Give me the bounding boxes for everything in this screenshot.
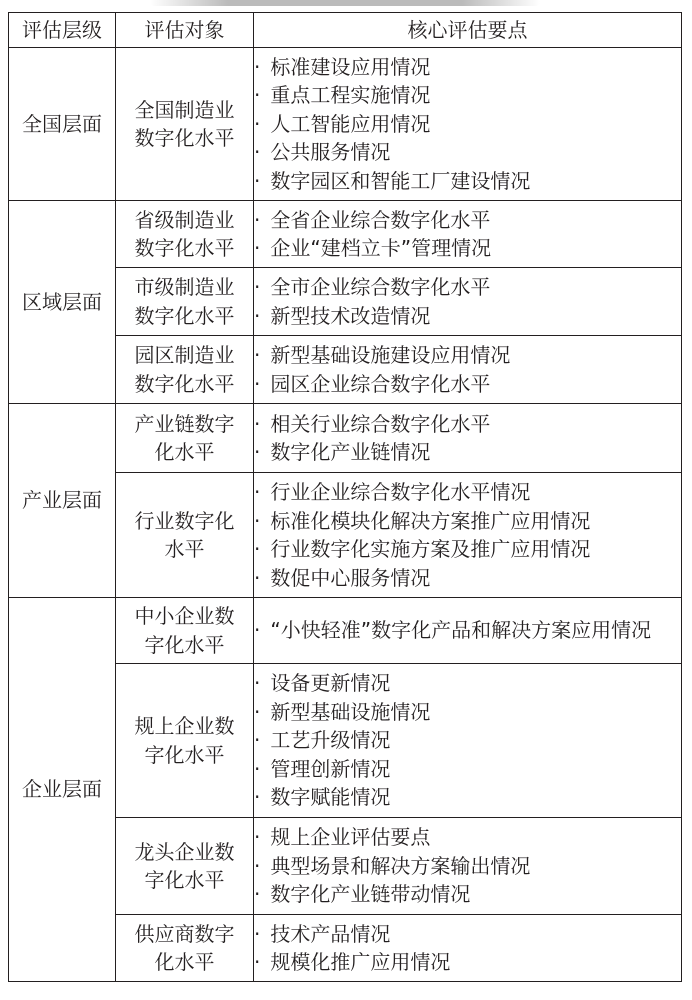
- points-cell: [254, 336, 682, 404]
- object-text-line: 龙头企业数: [134, 839, 235, 864]
- evaluation-point: [254, 138, 681, 167]
- bullet-marker: ·: [254, 303, 261, 328]
- evaluation-point-text: 设备更新情况: [270, 671, 391, 696]
- table-header-row: [9, 13, 682, 48]
- evaluation-point: [254, 948, 681, 977]
- bullet-marker: ·: [254, 54, 261, 79]
- evaluation-point-text: 数促中心服务情况: [270, 565, 431, 590]
- evaluation-point-text: 数字化产业链情况: [270, 440, 431, 464]
- evaluation-point-text: 新型基础设施建设应用情况: [270, 343, 511, 367]
- evaluation-point-text: 技术产品情况: [270, 921, 391, 946]
- evaluation-point: [254, 880, 681, 909]
- object-text-line: 园区制造业: [134, 343, 235, 367]
- evaluation-point-text: 公共服务情况: [270, 140, 391, 165]
- points-cell: [254, 598, 682, 664]
- evaluation-point: [254, 438, 681, 467]
- evaluation-point: [254, 726, 681, 755]
- bullet-marker: ·: [254, 275, 261, 299]
- evaluation-point: [254, 167, 681, 196]
- bullet-marker: ·: [254, 168, 261, 193]
- evaluation-point-text: 标准化模块化解决方案推广应用情况: [270, 508, 591, 533]
- evaluation-point: [254, 616, 681, 645]
- evaluation-point: [254, 698, 681, 727]
- evaluation-point-text: 全省企业综合数字化水平: [270, 207, 491, 232]
- evaluation-point-text: 标准建设应用情况: [270, 54, 431, 79]
- caption-ink-fragment: [150, 0, 540, 6]
- bullet-marker: ·: [254, 853, 261, 878]
- header-points: 核心评估要点: [254, 13, 682, 48]
- object-cell: [116, 48, 254, 201]
- level-cell: 产业层面: [9, 404, 116, 598]
- bullet-marker: ·: [254, 207, 261, 232]
- bullet-marker: ·: [254, 411, 261, 436]
- evaluation-point-text: 典型场景和解决方案输出情况: [270, 853, 531, 878]
- object-text-line: 行业数字化: [134, 508, 235, 533]
- bullet-marker: ·: [254, 480, 261, 504]
- evaluation-point: [254, 852, 681, 881]
- level-cell: 全国层面: [9, 48, 116, 201]
- evaluation-point-text: 人工智能应用情况: [270, 111, 431, 136]
- bullet-marker: ·: [254, 825, 261, 850]
- object-cell: [116, 336, 254, 404]
- bullet-marker: ·: [254, 537, 261, 561]
- evaluation-point: [254, 370, 681, 399]
- table-row: [9, 48, 682, 201]
- object-cell: [116, 473, 254, 598]
- evaluation-point-text: 新型技术改造情况: [270, 303, 431, 328]
- bullet-marker: ·: [254, 371, 261, 396]
- bullet-marker: ·: [254, 699, 261, 724]
- evaluation-point: [254, 564, 681, 593]
- bullet-marker: ·: [254, 343, 261, 367]
- object-text-line: 数字化水平: [134, 236, 235, 260]
- points-cell: [254, 473, 682, 598]
- evaluation-point-text: 相关行业综合数字化水平: [270, 411, 491, 436]
- evaluation-point-text: 行业企业综合数字化水平情况: [270, 480, 531, 504]
- evaluation-table: [8, 12, 682, 982]
- bullet-marker: ·: [254, 671, 261, 696]
- object-text-line: 水平: [164, 537, 205, 561]
- points-cell: [254, 404, 682, 473]
- points-cell: [254, 201, 682, 268]
- evaluation-point: [254, 669, 681, 698]
- table-row: [9, 598, 682, 664]
- bullet-marker: ·: [254, 236, 261, 260]
- evaluation-point: [254, 234, 681, 263]
- object-text-line: 化水平: [154, 950, 215, 974]
- evaluation-point: [254, 410, 681, 439]
- bullet-marker: ·: [254, 921, 261, 946]
- bullet-marker: ·: [254, 140, 261, 165]
- evaluation-point: [254, 920, 681, 949]
- table-row: [9, 201, 682, 268]
- evaluation-point: [254, 478, 681, 507]
- level-cell: 区域层面: [9, 201, 116, 404]
- level-cell: 企业层面: [9, 598, 116, 982]
- evaluation-point: [254, 206, 681, 235]
- bullet-marker: ·: [254, 785, 261, 810]
- object-cell: [116, 664, 254, 818]
- object-text-line: 省级制造业: [134, 207, 235, 232]
- object-text-line: 全国制造业: [134, 97, 235, 122]
- evaluation-point-text: 数字化产业链带动情况: [270, 882, 471, 907]
- evaluation-point: [254, 53, 681, 82]
- object-cell: [116, 268, 254, 336]
- object-text-line: 数字化水平: [134, 126, 235, 150]
- bullet-marker: ·: [254, 618, 261, 643]
- points-cell: [254, 268, 682, 336]
- table-row: [9, 404, 682, 473]
- evaluation-point: [254, 507, 681, 536]
- points-cell: [254, 915, 682, 982]
- bullet-marker: ·: [254, 565, 261, 590]
- object-text-line: 供应商数字: [134, 921, 235, 946]
- object-cell: [116, 915, 254, 982]
- bullet-marker: ·: [254, 756, 261, 781]
- points-cell: [254, 48, 682, 201]
- evaluation-point: [254, 110, 681, 139]
- object-cell: [116, 404, 254, 473]
- object-cell: [116, 598, 254, 664]
- evaluation-point-text: 管理创新情况: [270, 756, 391, 781]
- object-text-line: 化水平: [154, 440, 215, 464]
- evaluation-point: [254, 341, 681, 370]
- object-text-line: 中小企业数: [134, 604, 235, 628]
- evaluation-point-text: 企业“建档立卡”管理情况: [270, 236, 492, 260]
- points-cell: [254, 664, 682, 818]
- evaluation-point-text: 新型基础设施情况: [270, 699, 431, 724]
- points-cell: [254, 818, 682, 915]
- evaluation-point-text: 数字赋能情况: [270, 785, 391, 810]
- evaluation-point-text: 工艺升级情况: [270, 728, 391, 753]
- object-text-line: 产业链数字: [134, 411, 235, 436]
- evaluation-point: [254, 535, 681, 564]
- evaluation-point-text: 行业数字化实施方案及推广应用情况: [270, 537, 591, 561]
- evaluation-point-text: 数字园区和智能工厂建设情况: [270, 168, 531, 193]
- object-text-line: 数字化水平: [134, 371, 235, 396]
- object-text-line: 字化水平: [144, 632, 225, 657]
- evaluation-point: [254, 755, 681, 784]
- evaluation-point-text: 重点工程实施情况: [270, 83, 431, 108]
- header-object: 评估对象: [116, 13, 254, 48]
- object-text-line: 字化水平: [144, 868, 225, 892]
- bullet-marker: ·: [254, 440, 261, 464]
- bullet-marker: ·: [254, 728, 261, 753]
- object-text-line: 市级制造业: [134, 275, 235, 299]
- evaluation-point: [254, 302, 681, 331]
- evaluation-point-text: “小快轻准”数字化产品和解决方案应用情况: [270, 618, 652, 643]
- header-level: 评估层级: [9, 13, 116, 48]
- table-body: [9, 48, 682, 982]
- object-text-line: 数字化水平: [134, 303, 235, 328]
- evaluation-point: [254, 81, 681, 110]
- bullet-marker: ·: [254, 882, 261, 907]
- evaluation-point: [254, 823, 681, 852]
- bullet-marker: ·: [254, 950, 261, 974]
- object-cell: [116, 818, 254, 915]
- evaluation-point-text: 规上企业评估要点: [270, 825, 431, 850]
- evaluation-point: [254, 783, 681, 812]
- object-cell: [116, 201, 254, 268]
- bullet-marker: ·: [254, 83, 261, 108]
- evaluation-point-text: 园区企业综合数字化水平: [270, 371, 491, 396]
- bullet-marker: ·: [254, 508, 261, 533]
- object-text-line: 规上企业数: [134, 714, 235, 738]
- evaluation-point: [254, 273, 681, 302]
- object-text-line: 字化水平: [144, 742, 225, 767]
- bullet-marker: ·: [254, 111, 261, 136]
- evaluation-point-text: 全市企业综合数字化水平: [270, 275, 491, 299]
- evaluation-point-text: 规模化推广应用情况: [270, 950, 451, 974]
- cropped-caption-remnant: [0, 0, 692, 12]
